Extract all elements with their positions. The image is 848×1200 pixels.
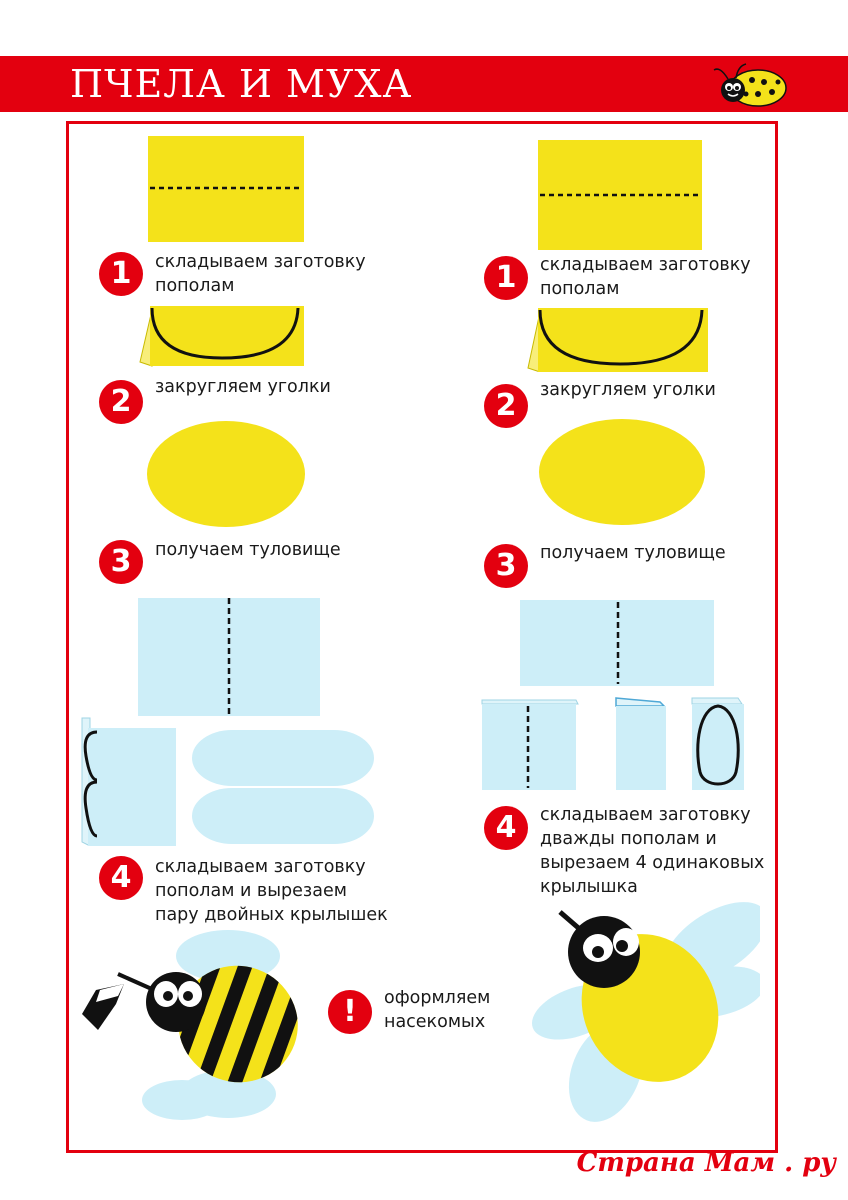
folded-strip-blank [480,696,580,790]
blue-square-blank [138,598,320,716]
final-step-text: оформляем насекомых [384,988,491,1032]
step-text: закругляем уголки [540,380,716,400]
double-wing-cutout [192,730,374,844]
yellow-oval-body [146,420,306,528]
step-badge: 4 [484,806,528,850]
step-text: получаем туловище [155,540,341,560]
folded-rounded-blank [524,308,708,372]
step-badge: 3 [99,540,143,584]
step-badge: 1 [99,252,143,296]
yellow-oval-body [538,418,706,526]
bee-illustration [78,926,310,1126]
folded-narrow-blank [612,696,670,790]
step-text: складываем заготовку пополам и вырезаем пару двойных крылышек [155,857,388,925]
final-step-badge: ! [328,990,372,1034]
step-text: складываем заготовку пополам [155,252,366,296]
header-band [0,56,848,112]
yellow-rectangle-blank [148,136,304,242]
step-text: получаем туловище [540,543,726,563]
folded-wing-template [80,712,176,846]
step-badge: 3 [484,544,528,588]
site-watermark: Страна Мам . ру [576,1148,836,1178]
folded-rounded-blank [136,306,306,368]
step-badge: 4 [99,856,143,900]
step-text: складываем заготовку пополам [540,255,751,299]
wing-cut-template [690,696,750,790]
blue-square-blank [520,600,714,686]
step-badge: 1 [484,256,528,300]
fly-illustration [520,888,760,1130]
yellow-rectangle-blank [538,140,702,250]
step-text: закругляем уголки [155,377,331,397]
step-text: складываем заготовку дважды пополам и вырезаем 4 одинаковых крылышка [540,805,765,897]
step-badge: 2 [484,384,528,428]
page-title: ПЧЕЛА И МУХА [70,62,413,106]
step-badge: 2 [99,380,143,424]
ladybug-logo-icon [706,60,790,108]
